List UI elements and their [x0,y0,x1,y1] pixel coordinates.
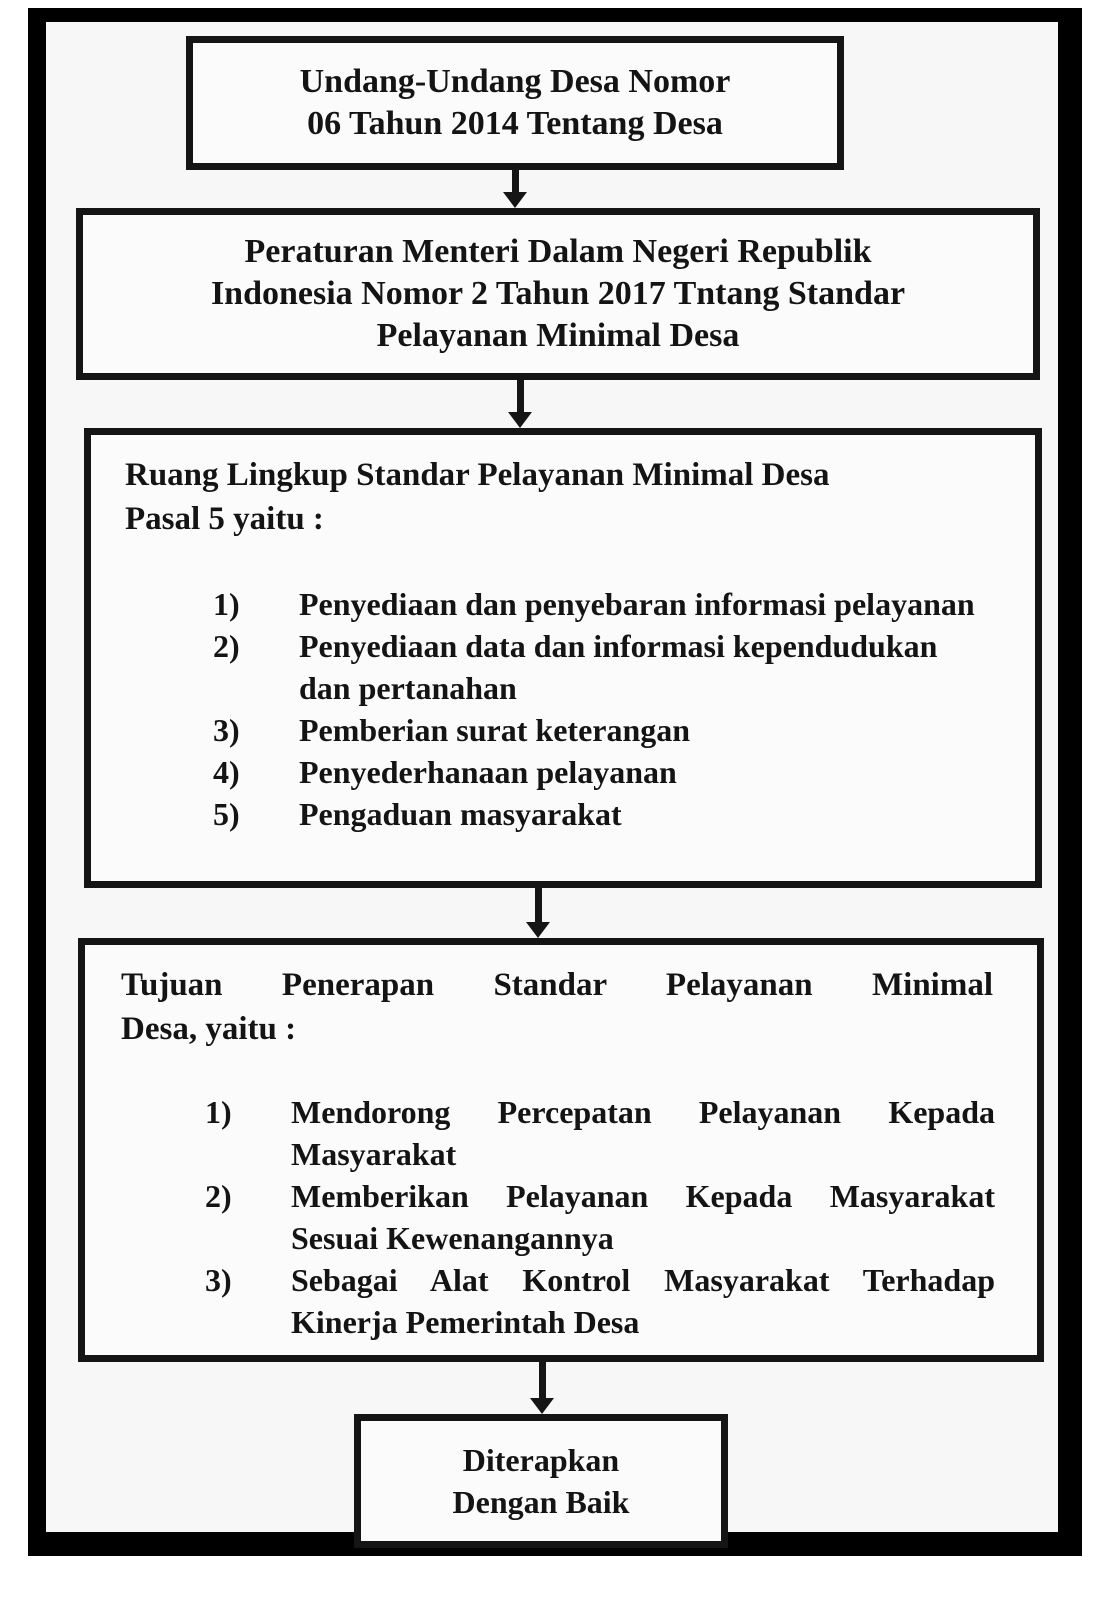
list-item-number: 1) [205,1094,232,1130]
down-arrow-icon [508,380,532,428]
list-item-number: 3) [205,1262,232,1298]
list-item [213,709,995,751]
list-item-number: 2) [213,628,240,664]
box-heading [121,963,993,1051]
list-item-text: Memberikan Pelayanan Kepada Masyarakat Sesuai Kewenangannya [291,1178,995,1256]
box-heading-line: Desa, yaitu : [121,1011,297,1047]
list-item [213,583,995,625]
list-item [213,625,995,709]
list-item [205,1259,995,1343]
list-item-text: Penyediaan dan penyebaran informasi pelayanan [299,586,975,622]
list-item-number: 1) [213,586,240,622]
list-item [205,1091,995,1175]
list-item-text: Pengaduan masyarakat [299,796,622,832]
box-heading [125,453,993,541]
box-text-line: Indonesia Nomor 2 Tahun 2017 Tntang Standar [210,275,906,312]
list-item-text: Penyediaan data dan informasi kependudukan dan pertanahan [299,628,938,706]
list-item-number: 5) [213,796,240,832]
flow-box-diterapkan [354,1414,728,1548]
box-heading-line: Tujuan Penerapan Standar Pelayanan Minimal [121,967,993,1003]
box-heading-line: Pasal 5 yaitu : [125,501,324,537]
flow-box-undang-undang [186,36,844,170]
list-item [213,793,995,835]
down-arrow-icon [503,170,527,208]
flow-box-peraturan-menteri [76,208,1040,380]
box-text-line: Dengan Baik [452,1484,630,1520]
purpose-list [205,1091,995,1343]
list-item [205,1175,995,1259]
box-text-line: Diterapkan [462,1442,620,1478]
box-heading-line: Ruang Lingkup Standar Pelayanan Minimal Desa [125,457,830,493]
list-item-text: Pemberian surat keterangan [299,712,691,748]
list-item-number: 3) [213,712,240,748]
list-item-text: Penyederhanaan pelayanan [299,754,677,790]
box-text-line: 06 Tahun 2014 Tentang Desa [307,105,723,142]
box-text-line: Undang-Undang Desa Nomor [299,63,731,100]
list-item-text: Sebagai Alat Kontrol Masyarakat Terhadap Kinerja Pemerintah Desa [291,1262,995,1340]
list-item [213,751,995,793]
down-arrow-icon [526,888,550,938]
flow-box-tujuan-penerapan [78,938,1044,1362]
list-item-number: 4) [213,754,240,790]
flow-box-ruang-lingkup [84,428,1042,888]
box-text-line: Pelayanan Minimal Desa [376,317,740,354]
list-item-number: 2) [205,1178,232,1214]
box-text-line: Peraturan Menteri Dalam Negeri Republik [244,233,872,270]
down-arrow-icon [530,1362,554,1414]
list-item-text: Mendorong Percepatan Pelayanan Kepada Masyarakat [291,1094,995,1172]
scope-list [213,583,995,835]
